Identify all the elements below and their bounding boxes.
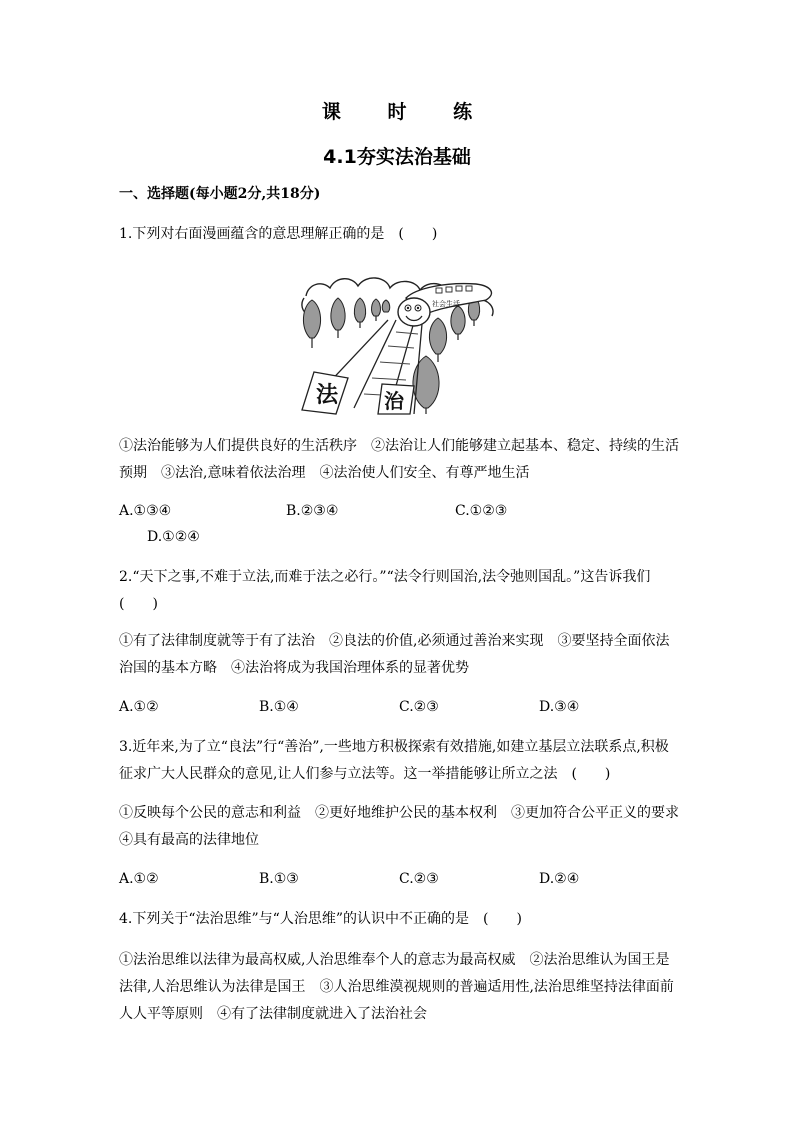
q2-option-b[interactable]: B.①④ (259, 699, 299, 715)
question-3-statements: ①反映每个公民的意志和利益 ②更好地维护公民的基本权利 ③更加符合公平正义的要求 ④具有最高的法律地位 (119, 805, 693, 848)
question-3-stem: 3.近年来,为了立“良法”行“善治”,一些地方积极探索有效措施,如建立基层立法联系点,积极征求广大人民群众的意见,让人们参与立法等。这一举措能够让所立之法 ( ) (119, 739, 669, 782)
question-4-statements: ①法治思维以法律为最高权威,人治思维奉个人的意志为最高权威 ②法治思维认为国王是法律,人治思维认为法律是国王 ③人治思维漠视规则的普遍适用性,法治思维坚持法律面前人人平等原则 ④有了法律制度就进入了法治社会 (119, 952, 674, 1022)
section-heading: 一、选择题(每小题2分,共18分) (119, 186, 321, 202)
cartoon-rail-left-label: 法 (316, 383, 339, 408)
q1-option-a[interactable]: A.①③④ (119, 503, 172, 519)
question-1-options-row2 (119, 529, 719, 549)
question-4-stem: 4.下列关于“法治思维”与“人治思维”的认识中不正确的是 ( ) (119, 911, 522, 927)
q1-option-c[interactable]: C.①②③ (455, 503, 508, 519)
q3-option-b[interactable]: B.①③ (259, 871, 299, 887)
question-1-statements: ①法治能够为人们提供良好的生活秩序 ②法治让人们能够建立起基本、稳定、持续的生活预期 ③法治,意味着依法治理 ④法治使人们安全、有尊严地生活 (119, 438, 679, 481)
lesson-title: 4.1夯实法治基础 (323, 146, 471, 168)
question-2-options (119, 699, 719, 719)
cartoon-rail-right-label: 治 (384, 389, 404, 413)
q3-option-c[interactable]: C.②③ (399, 871, 439, 887)
q1-option-b[interactable]: B.②③④ (286, 503, 339, 519)
question-3-options (119, 871, 719, 891)
question-1-stem: 1.下列对右面漫画蕴含的意思理解正确的是 ( ) (119, 226, 438, 242)
q1-option-d[interactable]: D.①②④ (147, 529, 200, 545)
cartoon-train-label: 社会生活 (432, 300, 460, 308)
q3-option-d[interactable]: D.②④ (539, 871, 580, 887)
question-2-stem: 2.“天下之事,不难于立法,而难于法之必行。”“法令行则国治,法令弛则国乱。”这告诉我们 ( ) (119, 569, 665, 612)
q2-option-a[interactable]: A.①② (119, 699, 159, 715)
question-1-options (119, 503, 719, 523)
question-2-statements: ①有了法律制度就等于有了法治 ②良法的价值,必须通过善治来实现 ③要坚持全面依法治国的基本方略 ④法治将成为我国治理体系的显著优势 (119, 633, 670, 676)
page-title: 课 时 练 (321, 101, 493, 123)
q3-option-a[interactable]: A.①② (119, 871, 159, 887)
cartoon-illustration (296, 268, 501, 416)
q2-option-d[interactable]: D.③④ (539, 699, 580, 715)
q2-option-c[interactable]: C.②③ (399, 699, 439, 715)
